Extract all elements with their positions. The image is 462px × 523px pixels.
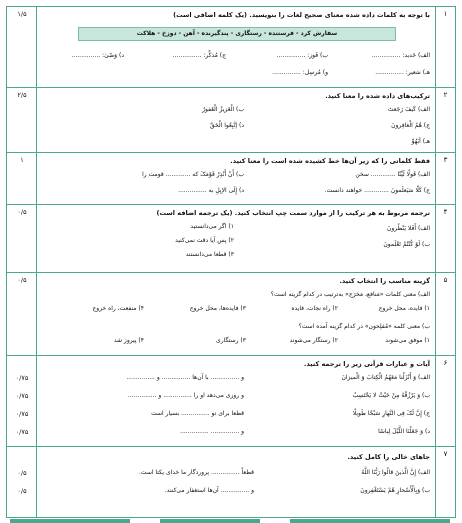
score: ۰/۷۵ (15, 392, 29, 400)
translation: و روزی می‌دهد او را ............... و ............... (127, 392, 244, 399)
translation: قطعا برای تو ............... بسیار است (151, 410, 244, 417)
score-cell (7, 7, 37, 87)
score: ۰/۷۵ (15, 410, 29, 418)
item: ب) الْعَزیزُ الْغَفورُ (202, 106, 244, 113)
footer-bar (10, 519, 130, 523)
question-number: ۳ (435, 153, 455, 204)
score-cell (7, 447, 37, 517)
question-4 (7, 205, 455, 273)
option: ۳) فایده‌ها، محل خروج (189, 305, 246, 312)
item: ب) فَوز: ............... (276, 52, 328, 59)
option: ۲) رستگار می‌شوند (289, 337, 338, 344)
question-number: ۱ (435, 7, 455, 87)
instruction: فقط کلماتی را که زیر آن‌ها خط کشیده شده است را معنا کنید. (230, 157, 430, 165)
score-cell (7, 205, 37, 272)
word-bank: سفارش کرد - فرستنده - رستگاری - پندگیرنده - آهن - دوزخ - هلاکت (78, 27, 396, 41)
item: ج) کَلّا سَیَعلَمونَ ............. خواهند دانست. (324, 187, 430, 194)
item: د) إِلَی الإبِلِ به ............... (178, 187, 244, 194)
item: ب) أَنْ أَنْذِرْ قَوْمَکَ که ............. قومت را (142, 171, 244, 178)
option: ۲) راه نجات، فایده (291, 305, 338, 312)
option: ۳) رستگاری (216, 337, 246, 344)
blank-line: قطعاً ............... پروردگار ما خدای یکتا است. (139, 469, 254, 476)
verse: الف) وَ أَنْزَلْنا مَعَهُمُ الْکِتابَ وَ الْمیزانَ (341, 374, 430, 381)
option: ۳) قطعا می‌دانستند (185, 251, 234, 258)
question-number: ۶ (435, 356, 455, 446)
instruction: گزینه مناسب را انتخاب کنید. (339, 277, 430, 285)
item: و) مُرسِل: ............... (272, 69, 328, 76)
instruction: آیات و عبارات قرآنی زیر را ترجمه کنید. (303, 360, 430, 368)
item: د) وَصّیٰ: ............... (71, 52, 124, 59)
question-number: ۷ (435, 447, 455, 517)
option: ۱) فایده، محل خروج (378, 305, 430, 312)
score: ۱ (20, 156, 24, 164)
translation: و ............... با آن‌ها ............... و ............... (126, 374, 244, 381)
footer-bar (160, 519, 260, 523)
verse: الف) إِنَّ الَّذینَ قالُوا رَبُّنَا اللَّهُ (361, 469, 430, 476)
question-a: الف) معنی کلمات «مَنافع، مَخرَج» به‌ترتیب در کدام گزینه است؟ (270, 291, 430, 298)
score: ۰/۷۵ (15, 374, 29, 382)
item: ج) مُذکِّر: ............... (172, 52, 226, 59)
item: هـ) سَعیر: ............... (375, 69, 430, 76)
score: ۰/۵ (17, 469, 27, 477)
score: ۰/۵ (17, 487, 27, 495)
score-cell (7, 356, 37, 446)
item: ج) هُمُ الْغافِرونَ (391, 122, 430, 129)
question-5 (7, 273, 455, 356)
score-cell (7, 273, 37, 355)
item: ب) لَوْ کُنْتُمْ تَعْلَمونَ (383, 241, 430, 248)
blank-line: و ............... آن‌ها استغفار می‌کنند. (164, 487, 254, 494)
translation: و ............... ............... (180, 428, 244, 435)
score: ۰/۷۵ (15, 428, 29, 436)
footer-bar (290, 519, 450, 523)
score: ۰/۵ (17, 208, 27, 216)
score: ۱/۵ (17, 10, 27, 18)
verse: ج) إِنَّ لَکَ فِی النَّهارِ سَبْحًا طَویلًا (352, 410, 430, 417)
item: الف) قَولًا لَیِّنًا ............. سخن (355, 171, 430, 178)
instruction: ترجمه مربوط به هر ترکیب را از موارد سمت چپ انتخاب کنید. (یک ترجمه اضافه است) (156, 209, 430, 217)
option: ۱) اگر می‌دانستید (190, 223, 234, 230)
question-2 (7, 88, 455, 153)
item: الف) أَفَلا یَنْظُرونَ (387, 225, 430, 232)
score: ۰/۵ (17, 276, 27, 284)
question-number: ۵ (435, 273, 455, 355)
verse: ب) وَ یَرْزُقْهُ مِنْ حَیْثُ لا یَحْتَسِبُ (352, 392, 430, 399)
verse: ب) وَبِالْأَسْحارِ هُمْ یَسْتَغْفِرونَ (360, 487, 430, 494)
item: هـ) أبَهُوِّ (411, 138, 430, 145)
option: ۴) منفعت، راه خروج (92, 305, 144, 312)
score-cell (7, 153, 37, 204)
verse: د) وَ جَعَلْنَا اللَّیْلَ لِباسًا (378, 428, 430, 435)
instruction: با توجه به کلمات داده شده معنای صحیح لغات را بنویسید. (یک کلمه اضافی است) (173, 11, 430, 19)
question-number: ۴ (435, 205, 455, 272)
question-1 (7, 7, 455, 88)
question-6 (7, 356, 455, 447)
option: ۴) پیروز شد (113, 337, 144, 344)
exam-sheet (6, 6, 456, 518)
score-cell (7, 88, 37, 152)
option: ۱) موفق می‌شوند (385, 337, 430, 344)
instruction: ترکیب‌های داده شده را معنا کنید. (325, 92, 430, 100)
option: ۲) پس آیا دقت نمی‌کنید (175, 237, 234, 244)
instruction: جاهای خالی را کامل کنید. (347, 453, 430, 461)
item: الف) حَدید: ............... (371, 52, 430, 59)
question-7 (7, 447, 455, 517)
question-b: ب) معنی کلمه «مُفلِحون» در کدام گزینه آمده است؟ (298, 323, 430, 330)
question-number: ۲ (435, 88, 455, 152)
score: ۲/۵ (17, 91, 27, 99)
item: د) إتَّبِعُوا الْحَقَّ (209, 122, 244, 129)
question-3 (7, 153, 455, 205)
item: الف) کَیفَ رَجَعتَ (387, 106, 430, 113)
